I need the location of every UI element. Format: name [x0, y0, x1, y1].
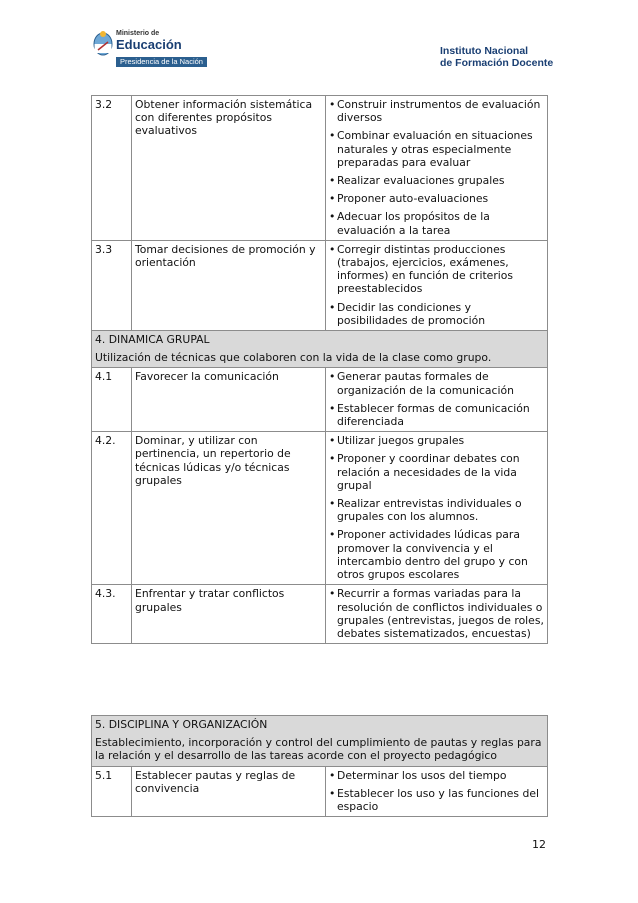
- row-number: 4.1: [92, 368, 132, 432]
- activity-text: Proponer auto-evaluaciones: [337, 192, 489, 206]
- section-description: Utilización de técnicas que colaboren con la vida de la clase como grupo.: [95, 351, 492, 365]
- activity-item: [329, 210, 544, 236]
- activity-item: [329, 787, 544, 813]
- row-number: 5.1: [92, 766, 132, 817]
- bullet-icon: •: [329, 242, 336, 256]
- activity-item: [329, 452, 544, 492]
- activity-text: Adecuar los propósitos de la evaluación a la tarea: [337, 210, 490, 237]
- activity-text: Recurrir a formas variadas para la resolución de conflictos individuales o grupales (entrevistas, juegos de roles, debates sistematizados, encuestas): [337, 587, 544, 640]
- section-cell: [92, 716, 548, 767]
- row-activities: [326, 240, 548, 330]
- activity-text: Corregir distintas producciones (trabajos, ejercicios, exámenes, informes) en función de criterios preestablecidos: [337, 242, 513, 296]
- row-activities: [326, 368, 548, 432]
- row-activities: [326, 432, 548, 585]
- ministry-line2: Educación: [116, 37, 182, 52]
- activity-text: Realizar evaluaciones grupales: [337, 174, 505, 188]
- page-number: 12: [532, 838, 546, 851]
- activity-text: Decidir las condiciones y posibilidades de promoción: [337, 300, 486, 327]
- ministry-line1: Ministerio de: [116, 30, 160, 37]
- table-row: [92, 368, 548, 432]
- institute-logo: [440, 45, 553, 69]
- activity-item: [329, 98, 544, 124]
- page-header: [0, 0, 638, 80]
- argentina-seal-icon: [93, 30, 113, 56]
- section-description: Establecimiento, incorporación y control del cumplimiento de pautas y reglas para la relación y el desarrollo de las tareas acorde con el proyecto pedagógico: [95, 736, 542, 763]
- activity-text: Construir instrumentos de evaluación diversos: [337, 98, 541, 125]
- activity-text: Realizar entrevistas individuales o grupales con los alumnos.: [337, 497, 522, 524]
- institute-line2: de Formación Docente: [440, 57, 554, 69]
- activity-text: Combinar evaluación en situaciones naturales y otras especialmente preparadas para evaluar: [337, 129, 533, 169]
- activity-item: [329, 402, 544, 428]
- activity-item: [329, 434, 544, 447]
- bullet-icon: •: [329, 452, 336, 466]
- activity-item: [329, 192, 544, 205]
- institute-line1: Instituto Nacional: [440, 45, 529, 57]
- bullet-icon: •: [329, 300, 336, 314]
- row-objective: Obtener información sistemática con diferentes propósitos evaluativos: [132, 96, 326, 241]
- activity-item: [329, 528, 544, 581]
- row-activities: [326, 96, 548, 241]
- row-objective: Tomar decisiones de promoción y orientación: [132, 240, 326, 330]
- row-activities: [326, 585, 548, 644]
- bullet-icon: •: [329, 129, 336, 143]
- activity-text: Establecer formas de comunicación diferenciada: [337, 401, 530, 429]
- row-number: 4.2.: [92, 432, 132, 585]
- discipline-table: [91, 715, 548, 817]
- section-cell: [92, 331, 548, 368]
- section-title: 4. DINAMICA GRUPAL: [95, 333, 210, 347]
- activity-text: Proponer y coordinar debates con relación a necesidades de la vida grupal: [337, 452, 520, 492]
- activity-item: [329, 174, 544, 187]
- bullet-icon: •: [329, 786, 336, 800]
- bullet-icon: •: [329, 528, 336, 542]
- bullet-icon: •: [329, 401, 336, 415]
- ministry-line3: Presidencia de la Nación: [116, 57, 207, 67]
- row-objective: Dominar, y utilizar con pertinencia, un repertorio de técnicas lúdicas y/o técnicas grupales: [132, 432, 326, 585]
- table-row: [92, 766, 548, 817]
- competencies-table: [91, 95, 548, 644]
- row-objective: Establecer pautas y reglas de convivencia: [132, 766, 326, 817]
- bullet-icon: •: [329, 587, 336, 601]
- bullet-icon: •: [329, 434, 336, 448]
- bullet-icon: •: [329, 174, 336, 188]
- activity-text: Determinar los usos del tiempo: [337, 768, 507, 782]
- table-row: [92, 96, 548, 241]
- activity-item: [329, 243, 544, 296]
- row-number: 3.2: [92, 96, 132, 241]
- bullet-icon: •: [329, 768, 336, 782]
- bullet-icon: •: [329, 210, 336, 224]
- section-header-row: [92, 716, 548, 767]
- bullet-icon: •: [329, 192, 336, 206]
- activity-item: [329, 769, 544, 782]
- activity-item: [329, 587, 544, 640]
- row-objective: Enfrentar y tratar conflictos grupales: [132, 585, 326, 644]
- table-row: [92, 432, 548, 585]
- bullet-icon: •: [329, 370, 336, 384]
- activity-text: Establecer los uso y las funciones del espacio: [337, 786, 539, 814]
- activity-text: Utilizar juegos grupales: [337, 434, 465, 448]
- bullet-icon: •: [329, 98, 336, 111]
- section-header-row: [92, 331, 548, 368]
- activity-item: [329, 497, 544, 523]
- activity-item: [329, 301, 544, 327]
- activity-item: [329, 370, 544, 396]
- bullet-icon: •: [329, 497, 336, 511]
- row-number: 3.3: [92, 240, 132, 330]
- ministry-logo: [116, 30, 207, 67]
- row-number: 4.3.: [92, 585, 132, 644]
- row-activities: [326, 766, 548, 817]
- activity-text: Proponer actividades lúdicas para promover la convivencia y el intercambio dentro del grupo y con otros grupos escolares: [337, 528, 528, 582]
- activity-item: [329, 129, 544, 169]
- section-title: 5. DISCIPLINA Y ORGANIZACIÓN: [95, 718, 268, 731]
- table-row: [92, 585, 548, 644]
- table-row: [92, 240, 548, 330]
- activity-text: Generar pautas formales de organización de la comunicación: [337, 370, 514, 397]
- row-objective: Favorecer la comunicación: [132, 368, 326, 432]
